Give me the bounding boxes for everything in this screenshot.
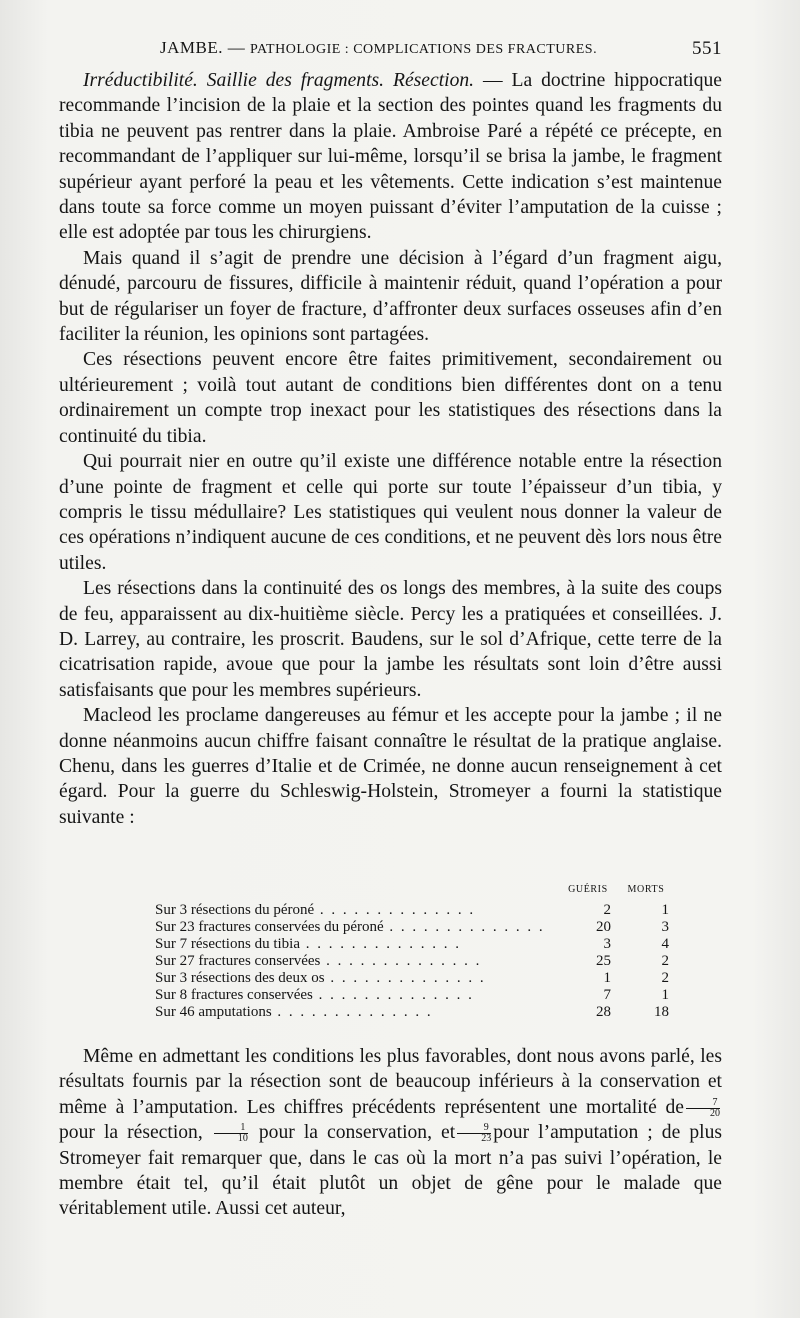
- leader-dots: [300, 936, 461, 952]
- paragraph-text: Même en admettant les conditions les plus favorables, dont nous avons parlé, les résultats fournis par la résection sont de beaucoup inférieurs à la conservation et même à l’amputation. Les chiffres précédents représentent une mortalité de: [59, 1046, 722, 1118]
- paragraph: Ces résections peuvent encore être faites primitivement, secondairement ou ultérieurement ; voilà tout autant de conditions bien différentes dont on a tenu ordinairement un compte trop inexact pour les statistiques des résections dans la continuité du tibia.: [59, 349, 722, 447]
- table-row: [155, 1004, 675, 1021]
- gueris-count: 1: [603, 970, 611, 986]
- table-row: [155, 970, 675, 987]
- row-label: [155, 1004, 559, 1021]
- paragraph: Mais quand il s’agit de prendre une décision à l’égard d’un fragment aigu, dénudé, parcouru de fissures, difficile à maintenir réduit, quand l’opération a pour but de régulariser un foyer de fracture, d’affronter deux surfaces osseuses afin d’en faciliter la réunion, les opinions sont partagées.: [59, 247, 722, 346]
- row-label-text: Sur 27 fractures conservées: [155, 953, 321, 969]
- gueris-count: 25: [595, 953, 611, 969]
- morts-count: 1: [661, 902, 669, 918]
- fraction-amputation: [457, 1123, 491, 1144]
- fraction-numerator: 1: [214, 1123, 248, 1134]
- column-header-morts: MORTS: [627, 884, 665, 895]
- leader-dots: [272, 1004, 433, 1020]
- row-label-text: Sur 3 résections du péroné: [155, 902, 315, 918]
- paragraph-text: pour la résection,: [59, 1122, 203, 1144]
- table-row: [155, 919, 675, 936]
- morts-count: 2: [661, 953, 669, 969]
- paragraph: [59, 1044, 722, 1222]
- leader-dots: [325, 970, 486, 986]
- paragraph-text: — La doctrine hippocratique recommande l’incision de la plaie et la section des pointes quand les fragments du tibia ne peuvent pas rentrer dans la plaie. Ambroise Paré a répété ce précepte, en recommandant de l’appliquer sur lui-même, lorsqu’il se brisa la jambe, le fragment supérieur ayant perforé la peau et les vêtements. Cette indication s’est maintenue dans toute sa force comme un moyen puissant d’éviter l’amputation de la cuisse ; elle est adoptée par tous les chirurgiens.: [59, 70, 722, 244]
- leader-dots: [320, 953, 481, 969]
- fraction-conservation: [214, 1123, 248, 1144]
- row-label: [155, 902, 559, 919]
- leader-dots: [384, 919, 545, 935]
- paragraph-text: pour l’amputation ; de plus Stromeyer fait remarquer que, dans le cas où la mort n’a pas suivi l’opération, le membre était tel, qu’il était plutôt un objet de gêne pour le malade que véritablement utile. Aussi cet auteur,: [59, 1122, 722, 1220]
- row-label: [155, 953, 559, 970]
- row-label-text: Sur 46 amputations: [155, 1004, 272, 1020]
- gueris-count: 3: [603, 936, 611, 952]
- table-header-row: [155, 881, 675, 902]
- row-label-text: Sur 7 résections du tibia: [155, 936, 300, 952]
- row-label: [155, 936, 559, 953]
- morts-count: 1: [661, 987, 669, 1003]
- morts-count: 3: [661, 919, 669, 935]
- leader-dots: [314, 902, 475, 918]
- table-row: [155, 953, 675, 970]
- morts-count: 4: [661, 936, 669, 952]
- gueris-count: 28: [595, 1004, 611, 1020]
- stromeyer-statistics-table: [155, 881, 675, 1021]
- running-header: [160, 38, 722, 64]
- fraction-numerator: 7: [686, 1098, 720, 1109]
- row-label-text: Sur 23 fractures conservées du péroné: [155, 919, 384, 935]
- fraction-numerator: 9: [457, 1123, 491, 1134]
- running-title-prefix: JAMBE. —: [160, 38, 246, 57]
- section-heading: Irréductibilité. Saillie des fragments. Résection.: [83, 70, 475, 91]
- table-row: [155, 987, 675, 1004]
- leader-dots: [313, 987, 474, 1003]
- row-label: [155, 970, 559, 987]
- gueris-count: 2: [603, 902, 611, 918]
- table-row: [155, 902, 675, 919]
- row-label: [155, 987, 559, 1004]
- closing-text: [59, 1044, 722, 1222]
- paragraph: Les résections dans la continuité des os longs des membres, à la suite des coups de feu, apparaissent au dix-huitième siècle. Percy les a pratiquées et conseillées. J. D. Larrey, au contraire, les proscrit. Baudens, sur le sol d’Afrique, cette terre de la cicatrisation rapide, avoue que pour la jambe les résultats sont loin d’être aussi satisfaisants que pour les membres supérieurs.: [59, 578, 722, 701]
- page-number: 551: [692, 38, 722, 59]
- morts-count: 2: [661, 970, 669, 986]
- table-row: [155, 936, 675, 953]
- row-label-text: Sur 3 résections des deux os: [155, 970, 325, 986]
- fraction-denominator: 20: [710, 1107, 720, 1119]
- paragraph: Macleod les proclame dangereuses au fémur et les accepte pour la jambe ; il ne donne néanmoins aucun chiffre faisant connaître le résultat de la pratique anglaise. Chenu, dans les guerres d’Italie et de Crimée, ne donne aucun renseignement à cet égard. Pour la guerre du Schleswig-Holstein, Stromeyer a fourni la statistique suivante :: [59, 705, 722, 828]
- gueris-count: 7: [603, 987, 611, 1003]
- column-header-gueris: GUÉRIS: [568, 884, 608, 895]
- running-title-text: PATHOLOGIE : COMPLICATIONS DES FRACTURES.: [249, 42, 598, 57]
- table-body: [155, 902, 675, 1021]
- row-label: [155, 919, 559, 936]
- running-title: [160, 38, 597, 58]
- fraction-denominator: 10: [237, 1133, 248, 1145]
- paragraph: Qui pourrait nier en outre qu’il existe une différence notable entre la résection d’une pointe de fragment et celle qui porte sur toute l’épaisseur d’un tibia, y compris le tissu médullaire? Les statistiques qui veulent nous donner la valeur de ces opérations n’indiquent aucune de ces conditions, et ne peuvent dès lors nous être utiles.: [59, 451, 722, 574]
- fraction-denominator: 23: [481, 1133, 492, 1145]
- paragraph-text: pour la conservation, et: [258, 1122, 456, 1144]
- fraction-resection: [686, 1098, 720, 1119]
- row-label-text: Sur 8 fractures conservées: [155, 987, 313, 1003]
- morts-count: 18: [654, 1004, 669, 1020]
- paragraph: [59, 68, 722, 246]
- body-text: [59, 68, 722, 830]
- gueris-count: 20: [595, 919, 611, 935]
